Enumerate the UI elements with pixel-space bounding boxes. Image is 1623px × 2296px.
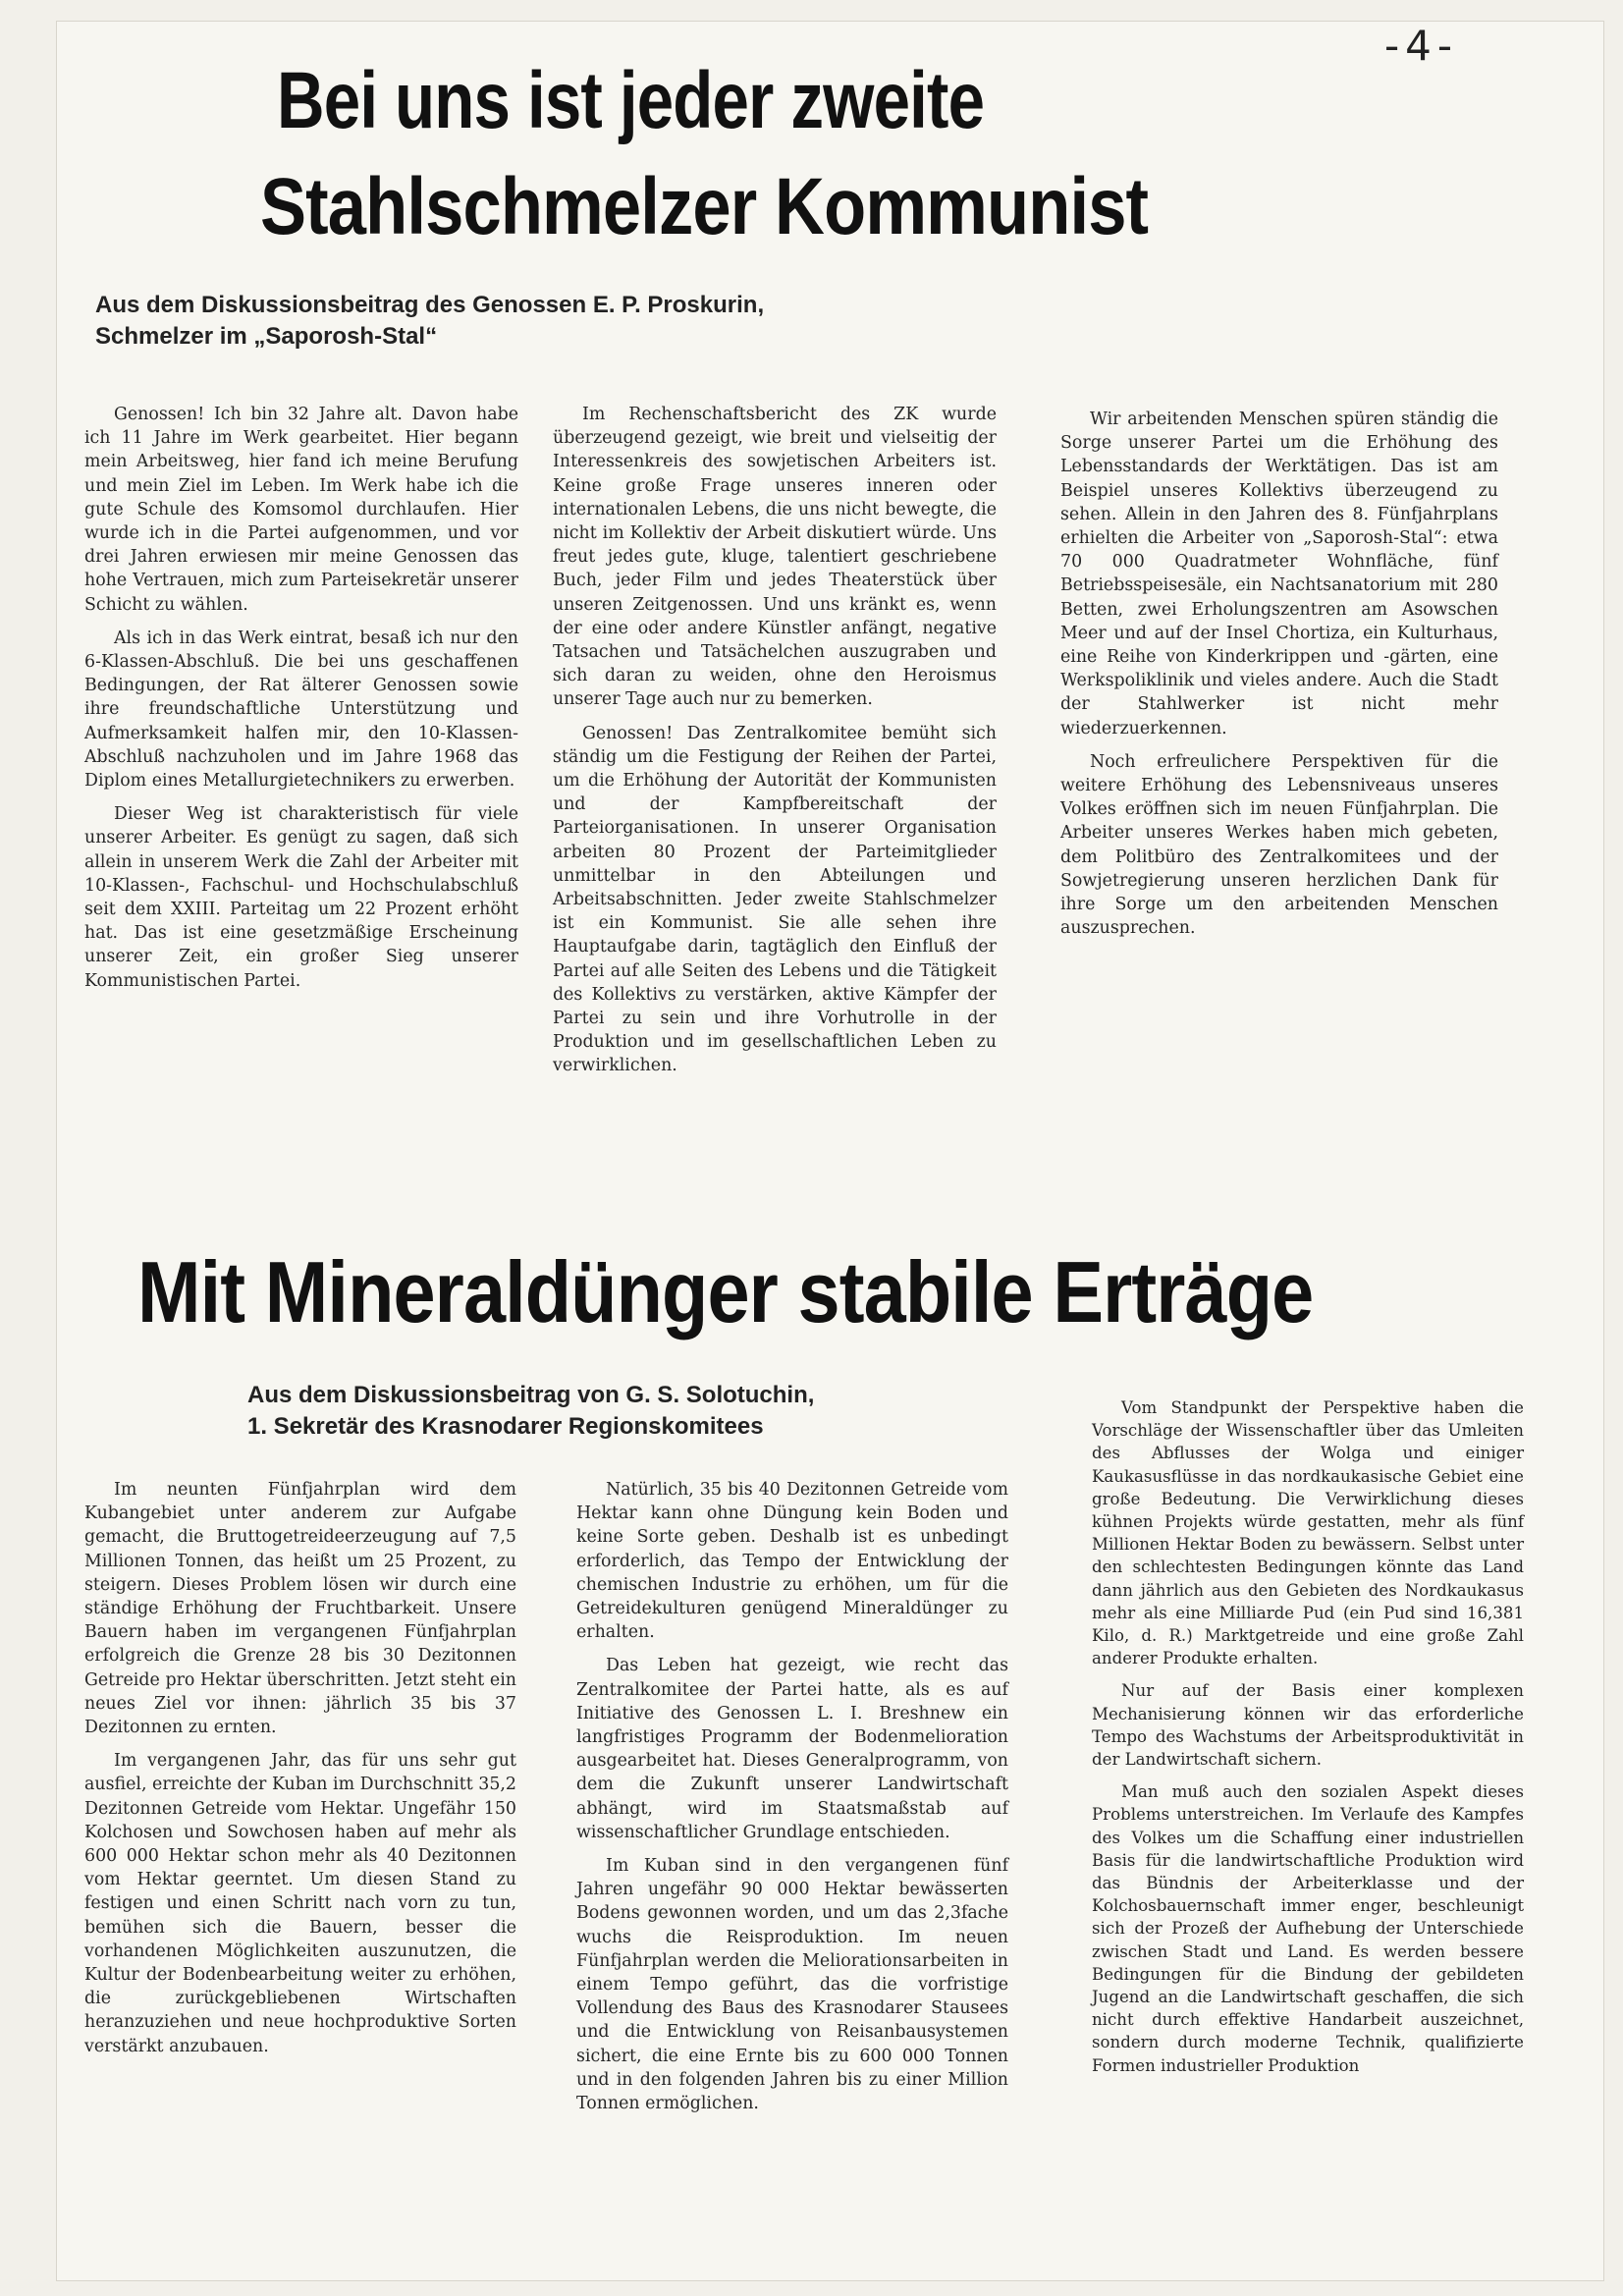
paragraph: Dieser Weg ist charakteristisch für viele unserer Arbeiter. Es genügt zu sagen, daß sich allein in unserem Werk die Zahl der Arbeiter mit 10-Klassen-, Fachschul- und Hochschulabschluß seit dem XXIII. Parteitag um 22 Prozent erhöht hat. Das ist eine gesetzmäßige Erscheinung unserer Zeit, ein großer Sieg unserer Kommunistischen Partei. xyxy=(84,804,518,991)
paragraph: Als ich in das Werk eintrat, besaß ich nur den 6-Klassen-Abschluß. Die bei uns geschaffenen Bedingungen, der Rat älterer Genossen sowie ihre freundschaftliche Unterstützung und Aufmerksamkeit halfen mir, den 10-Klassen-Abschluß nachzuholen und im Jahre 1968 das Diplom eines Metallurgietechnikers zu erwerben. xyxy=(84,628,518,792)
paragraph: Das Leben hat gezeigt, wie recht das Zentralkomitee der Partei hatte, als es auf Initiative des Genossen L. I. Breshnew ein langfristiges Programm der Bodenmelioration ausgearbeitet hat. Dieses Generalprogramm, von dem die Zukunft unserer Landwirtschaft abhängt, wird im Staatsmaßstab auf wissenschaftlicher Grundlage entschieden. xyxy=(576,1656,1008,1842)
paragraph: Im vergangenen Jahr, das für uns sehr gut ausfiel, erreichte der Kuban im Durchschnitt 35,2 Dezitonnen Getreide vom Hektar. Ungefähr 150 Kolchosen und Sowchosen haben auf mehr als 600 000 Hektar schon mehr als 40 Dezitonnen vom Hektar geerntet. Um diesen Stand zu festigen und einen Schritt nach vorn zu tun, bemühen sich die Bauern, besser die vorhandenen Möglichkeiten auszunutzen, die Kultur der Bodenbearbeitung weiter zu erhöhen, die zurückgebliebenen Wirtschaften heranzuziehen und neue hochproduktive Sorten verstärkt anzubauen. xyxy=(84,1751,516,2056)
article1-headline-line1: Bei uns ist jeder zweite xyxy=(277,56,985,145)
article2-column-3 xyxy=(1092,1396,1524,2087)
article2-column-1 xyxy=(84,1478,516,2068)
paragraph: Im Rechenschaftsbericht des ZK wurde überzeugend gezeigt, wie breit und vielseitig der Interessenkreis des sowjetischen Arbeiters ist. Keine große Frage unseres inneren oder internationalen Lebens, die uns nicht bewegte, die nicht im Kollektiv der Arbeit diskutiert würde. Uns freut jedes gute, kluge, talentiert geschriebene Buch, jeder Film und jedes Theaterstück über unseren Zeitgenossen. Und uns kränkt es, wenn der eine oder andere Künstler anfängt, negative Tatsachen und Tatsächelchen auszugraben und sich daran zu weiden, ohne den Heroismus unserer Tage auch nur zu bemerken. xyxy=(553,405,997,710)
article1-subhead-line2: Schmelzer im „Saporosh-Stal“ xyxy=(95,323,438,350)
paragraph: Nur auf der Basis einer komplexen Mechanisierung können wir das erforderliche Tempo des Wachstums der Arbeitsproduktivität in der Landwirtschaft sichern. xyxy=(1092,1681,1524,1770)
paragraph: Man muß auch den sozialen Aspekt dieses Problems unterstreichen. Im Verlaufe des Kampfes des Volkes um die Schaffung einer industriellen Basis für die landwirtschaftliche Produktion wird das Bündnis der Arbeiterklasse und der Kolchosbauernschaft immer enger, beschleunigt sich der Prozeß der Aufhebung der Unterschiede zwischen Stadt und Land. Es werden bessere Bedingungen für die Bindung der gebildeten Jugend an die Landwirtschaft geschaffen, die sich nicht durch effektive Handarbeit auszeichnet, sondern durch moderne Technik, qualifizierte Formen industrieller Produktion xyxy=(1092,1782,1524,2075)
article2-subhead xyxy=(247,1380,1111,1443)
article2-column-2 xyxy=(576,1478,1008,2125)
paragraph: Vom Standpunkt der Perspektive haben die Vorschläge der Wissenschaftler über das Umleiten des Abflusses der Wolga und einiger Kaukasusflüsse in das nordkaukasische Gebiet eine große Bedeutung. Die Verwirklichung dieses kühnen Projekts würde gestatten, mehr als fünf Millionen Hektar Boden zu bewässern. Selbst unter den schlechtesten Bedingungen könnte das Land dann jährlich aus den Gebieten des Nordkaukasus mehr als eine Milliarde Pud (ein Pud sind 16,381 Kilo, d. R.) Marktgetreide und eine große Zahl anderer Produkte erhalten. xyxy=(1092,1398,1524,1668)
article1-column-2 xyxy=(553,403,997,1088)
paragraph: Natürlich, 35 bis 40 Dezitonnen Getreide vom Hektar kann ohne Düngung kein Boden und keine Sorte geben. Deshalb ist es unbedingt erforderlich, das Tempo der Entwicklung der chemischen Industrie zu erhöhen, um für die Getreidekulturen genügend Mineraldünger zu erhalten. xyxy=(576,1480,1008,1643)
article2-subhead-line2: 1. Sekretär des Krasnodarer Regionskomitees xyxy=(247,1413,764,1440)
paragraph: Genossen! Ich bin 32 Jahre alt. Davon habe ich 11 Jahre im Werk gearbeitet. Hier begann mein Arbeitsweg, hier fand ich meine Berufung und mein Ziel im Leben. Im Werk habe ich die gute Schule des Komsomol durchlaufen. Hier wurde ich in die Partei aufgenommen, und vor drei Jahren erwiesen mir meine Genossen das hohe Vertrauen, mich zum Parteisekretär unserer Schicht zu wählen. xyxy=(84,405,518,615)
paragraph: Im Kuban sind in den vergangenen fünf Jahren ungefähr 90 000 Hektar bewässerten Bodens gewonnen worden, und um das 2,3fache wuchs die Reisproduktion. Im neuen Fünfjahrplan werden die Meliorationsarbeiten in einem Tempo geführt, das die vorfristige Vollendung des Baus des Krasnodarer Stausees und die Entwicklung von Reisanbausystemen sichert, die eine Ernte bis zu 600 000 Tonnen und in den folgenden Jahren bis zu einer Million Tonnen ermöglichen. xyxy=(576,1856,1008,2114)
article1-column-3 xyxy=(1060,408,1498,950)
article2-headline: Mit Mineraldünger stabile Erträge xyxy=(137,1243,1314,1340)
article2-subhead-line1: Aus dem Diskussionsbeitrag von G. S. Solotuchin, xyxy=(247,1382,815,1408)
article1-subhead-line1: Aus dem Diskussionsbeitrag des Genossen E. P. Proskurin, xyxy=(95,292,765,318)
paragraph: Genossen! Das Zentralkomitee bemüht sich ständig um die Festigung der Reihen der Partei, um die Erhöhung der Autorität der Kommunisten und der Kampfbereitschaft der Parteiorganisationen. In unserer Organisation arbeiten 80 Prozent der Parteimitglieder unmittelbar in den Abteilungen und Arbeitsabschnitten. Jeder zweite Stahlschmelzer ist ein Kommunist. Sie alle sehen ihre Hauptaufgabe darin, tagtäglich den Einfluß der Partei auf alle Seiten des Lebens und die Tätigkeit des Kollektivs zu verstärken, aktive Kämpfer der Partei zu sein und ihre Vorhutrolle in der Produktion und im gesellschaftlichen Leben zu verwirklichen. xyxy=(553,723,997,1076)
page-number: -4- xyxy=(1384,22,1459,70)
article1-column-1 xyxy=(84,403,518,1003)
paragraph: Wir arbeitenden Menschen spüren ständig die Sorge unserer Partei um die Erhöhung des Lebensstandards der Werktätigen. Das ist am Beispiel unseres Kollektivs überzeugend zu sehen. Allein in den Jahren des 8. Fünfjahrplans erhielten die Arbeiter von „Saporosh-Stal“: etwa 70 000 Quadratmeter Wohnfläche, fünf Betriebsspeisesäle, ein Nachtsanatorium mit 280 Betten, zwei Erholungszentren am Asowschen Meer und auf der Insel Chortiza, ein Kulturhaus, eine Reihe von Kinderkrippen und -gärten, eine Werkspoliklinik und vieles andere. Auch die Stadt der Stahlwerker ist nicht mehr wiederzuerkennen. xyxy=(1060,410,1498,738)
paragraph: Noch erfreulichere Perspektiven für die weitere Erhöhung des Lebensniveaus unseres Volkes eröffnen sich im neuen Fünfjahrplan. Die Arbeiter unseres Werkes haben mich gebeten, dem Politbüro des Zentralkomitees und der Sowjetregierung unseren herzlichen Dank für ihre Sorge um den arbeitenden Menschen auszusprechen. xyxy=(1060,751,1498,939)
paragraph: Im neunten Fünfjahrplan wird dem Kubangebiet unter anderem zur Aufgabe gemacht, die Bruttogetreideerzeugung auf 7,5 Millionen Tonnen, das heißt um 25 Prozent, zu steigern. Dieses Problem lösen wir durch eine ständige Erhöhung der Fruchtbarkeit. Unsere Bauern haben im vergangenen Fünfjahrplan erfolgreich die Grenze 28 bis 30 Dezitonnen Getreide pro Hektar überschritten. Jetzt steht ein neues Ziel vor ihnen: jährlich 35 bis 37 Dezitonnen zu ernten. xyxy=(84,1480,516,1738)
article1-headline-line2: Stahlschmelzer Kommunist xyxy=(260,162,1149,251)
article1-subhead xyxy=(95,290,1077,353)
